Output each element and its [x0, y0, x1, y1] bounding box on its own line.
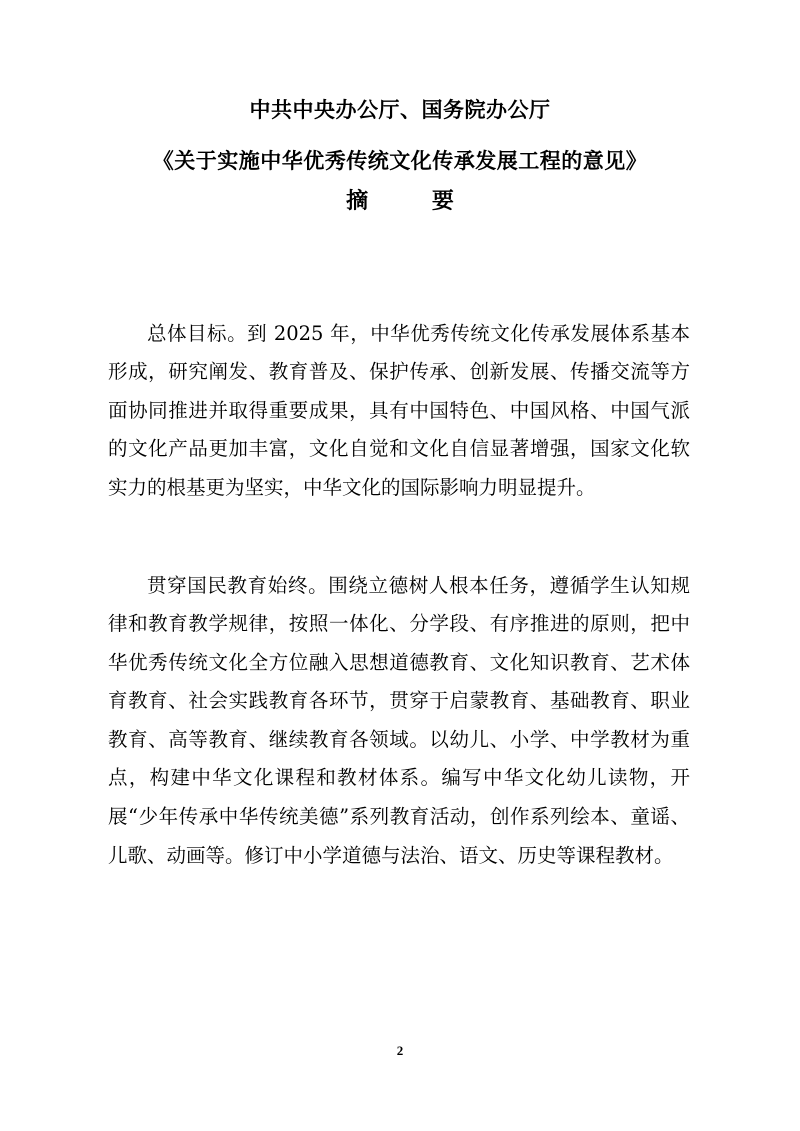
section-title: 摘 要 [346, 189, 482, 214]
paragraph-national-education: 贯穿国民教育始终。围绕立德树人根本任务，遵循学生认知规律和教育教学规律，按照一体化、分学段、有序推进的原则，把中华优秀传统文化全方位融入思想道德教育、文化知识教育、艺术体育教育、社会实践教育各环节，贯穿于启蒙教育、基础教育、职业教育、高等教育、继续教育各领域。以幼儿、小学、中学教材为重点，构建中华文化课程和教材体系。编写中华文化幼儿读物，开展“少年传承中华传统美德”系列教育活动，创作系列绘本、童谣、儿歌、动画等。修订中小学道德与法治、语文、历史等课程教材。 [108, 573, 690, 867]
page-number: 2 [396, 1043, 404, 1058]
issuer-heading: 中共中央办公厅、国务院办公厅 [249, 98, 551, 122]
document-title: 《关于实施中华优秀传统文化传承发展工程的意见》 [152, 149, 648, 173]
paragraph-overall-goal: 总体目标。到 2025 年，中华优秀传统文化传承发展体系基本形成，研究阐发、教育普及、保护传承、创新发展、传播交流等方面协同推进并取得重要成果，具有中国特色、中国风格、中国气派的文化产品更加丰富，文化自觉和文化自信显著增强，国家文化软实力的根基更为坚实，中华文化的国际影响力明显提升。 [108, 321, 690, 499]
